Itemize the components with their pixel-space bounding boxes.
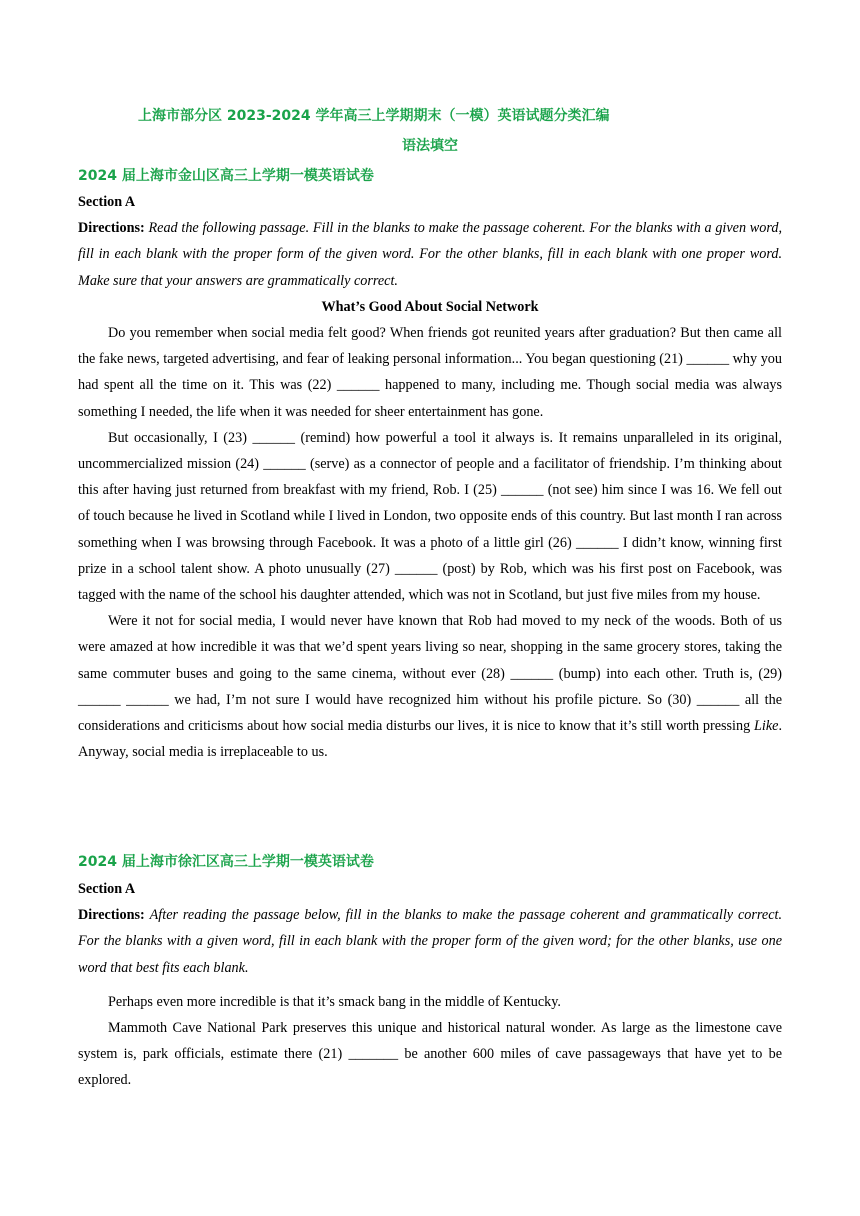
passage-paragraph: But occasionally, I (23) ______ (remind) how powerful a tool it always is. It remains unparalleled in its original, uncommercialized mission (24) ______ (serve) as a connector of people and a facilitator of friendship. I’m thinking about this after having just returned from breakfast with my friend, Rob. I (25) ______ (not see) him since I was 16. We fell out of touch because he lived in Scotland while I lived in London, two opposite ends of this country. But last month I ran across something when I was browsing through Facebook. It was a photo of a little girl (26) ______ I didn’t know, winning first prize in a school talent show. A photo unusually (27) ______ (post) by Rob, which was his first post on Facebook, was tagged with the name of the school his daughter attended, which was not in Scotland, but just five miles from my house. bbox=[78, 429, 782, 604]
paragraph-text: Were it not for social media, I would never have known that Rob had moved to my neck of the woods. Both of us were amazed at how incredible it was that we’d spent years living so near, shopping in the same grocery stores, taking the same commuter buses and going to the same cinema, without ever (28) ______ (bump) into each other. Truth is, (29) ______ ______ we had, I’m not sure I would have recognized him without his profile picture. So (30) ______ all the considerations and criticisms about how social media disturbs our lives, it is nice to know that it’s still worth pressing bbox=[78, 613, 782, 735]
document-title: 上海市部分区 2023-2024 学年高三上学期期末（一模）英语试题分类汇编 bbox=[138, 108, 610, 124]
directions-text: Read the following passage. Fill in the blanks to make the passage coherent. For the blanks with a given word, fill in each blank with the proper form of the given word. For the other blanks, fill in each blank with one proper word. Make sure that your answers are grammatically correct. bbox=[78, 220, 782, 289]
section-2-body bbox=[78, 876, 782, 1094]
passage-paragraph bbox=[78, 608, 782, 765]
section-label: Section A bbox=[78, 194, 136, 210]
section-1-body bbox=[78, 189, 782, 765]
passage-paragraph: Do you remember when social media felt good? When friends got reunited years after graduation? But then came all the fake news, targeted advertising, and fear of leaking personal information... You began questioning (21) ______ why you had spent all the time on it. This was (22) ______ happened to many, including me. Though social media was always something I needed, the life when it was needed for sheer entertainment has gone. bbox=[78, 325, 782, 420]
section-source-title: 2024 届上海市金山区高三上学期一模英语试卷 bbox=[78, 168, 374, 184]
directions-label: Directions: bbox=[78, 220, 145, 237]
passage-paragraph: Mammoth Cave National Park preserves this unique and historical natural wonder. As large as the limestone cave system is, park officials, estimate there (21) _______ be another 600 miles of cave passageways that have yet to be explored. bbox=[78, 1020, 782, 1089]
directions-label: Directions: bbox=[78, 907, 145, 924]
paragraph-text: . Anyway, social media is irreplaceable to us. bbox=[78, 718, 782, 761]
passage-title: What’s Good About Social Network bbox=[321, 298, 539, 315]
section-source-title: 2024 届上海市徐汇区高三上学期一模英语试卷 bbox=[78, 854, 374, 870]
document-subtitle: 语法填空 bbox=[402, 138, 458, 154]
directions bbox=[78, 215, 782, 294]
passage-paragraph: Perhaps even more incredible is that it’s smack bang in the middle of Kentucky. bbox=[108, 993, 561, 1010]
italic-word: Like bbox=[754, 718, 779, 735]
directions bbox=[78, 902, 782, 981]
section-label: Section A bbox=[78, 881, 136, 897]
directions-text: After reading the passage below, fill in the blanks to make the passage coherent and grammatically correct. For the blanks with a given word, fill in each blank with the proper form of the given word; for the other blanks, use one word that best fits each blank. bbox=[78, 907, 782, 976]
